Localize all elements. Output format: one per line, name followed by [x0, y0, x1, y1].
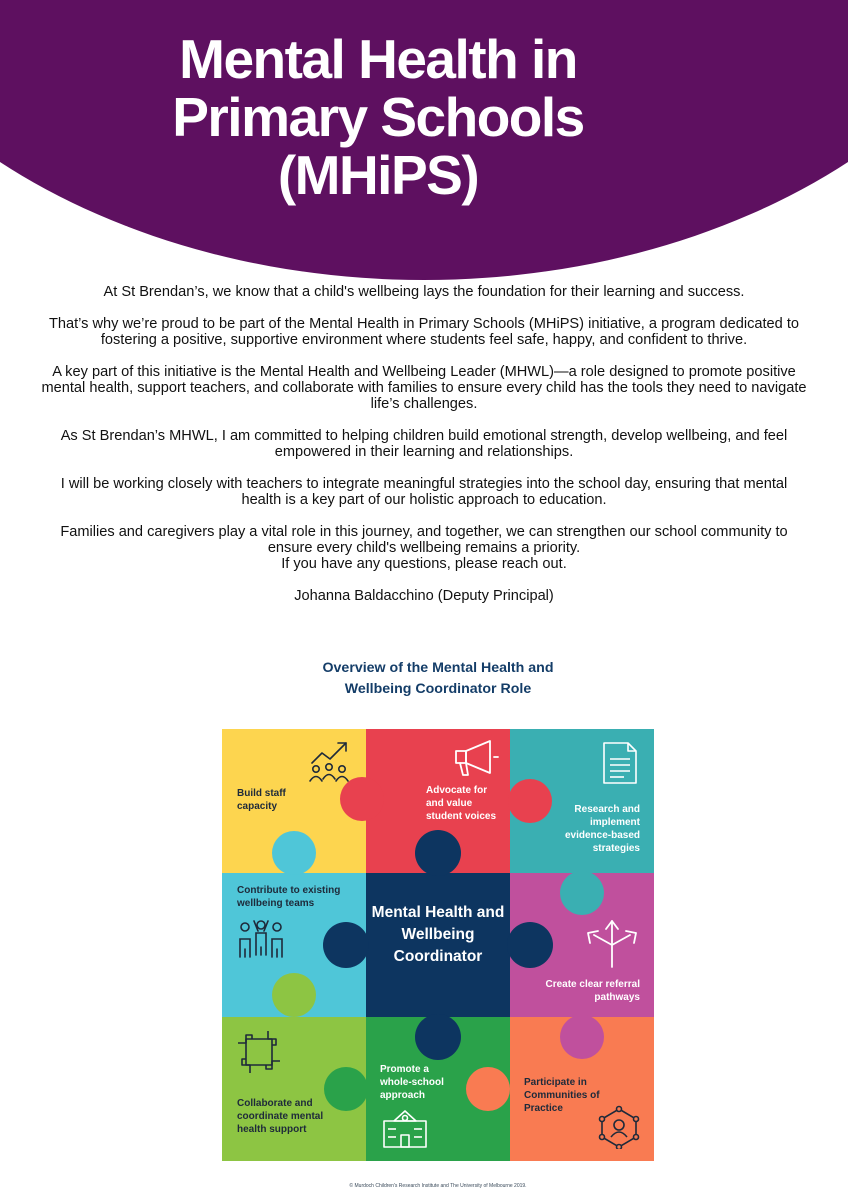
joined-hands-icon [236, 1029, 282, 1075]
role-puzzle [222, 729, 654, 1161]
paragraph-7: If you have any questions, please reach out. [281, 556, 567, 572]
paragraph-6: Families and caregivers play a vital role in this journey, and together, we can strengthen our school community to ensure every child's wellbeing remains a priority. [60, 524, 788, 556]
label-research: Research and implement evidence-based strategies [564, 804, 640, 854]
label-promote: Promote a whole-school approach [380, 1064, 444, 1101]
growth-team-icon [306, 739, 352, 785]
label-collaborate: Collaborate and coordinate mental health support [237, 1098, 324, 1135]
label-participate: Participate in Communities of Practice [524, 1077, 600, 1114]
signature: Johanna Baldacchino (Deputy Principal) [294, 588, 554, 604]
page-title-line-3: (MHiPS) [277, 144, 479, 206]
knob-teal-bottom [560, 871, 604, 915]
knob-red-right [508, 779, 552, 823]
people-group-icon [236, 919, 286, 959]
knob-cyan-top [272, 831, 316, 875]
network-icon [598, 1105, 640, 1149]
paragraph-5: I will be working closely with teachers to integrate meaningful strategies into the school day, ensuring that mental health is a key part of our holistic approach to education. [60, 476, 788, 508]
intro-letter [40, 284, 808, 620]
label-center: Mental Health and Wellbeing Coordinator [371, 904, 505, 965]
page-title-line-1: Mental Health in [179, 28, 577, 90]
label-referral: Create clear referral pathways [545, 979, 640, 1003]
page-title [0, 30, 756, 204]
knob-magenta-bottom [560, 1015, 604, 1059]
knob-orange-left [466, 1067, 510, 1111]
paragraph-1: At St Brendan’s, we know that a child's wellbeing lays the foundation for their learning and success. [103, 284, 745, 300]
document-icon [600, 739, 640, 787]
knob-center-top [415, 830, 461, 876]
figure-title-line-2: Wellbeing Coordinator Role [344, 681, 532, 697]
directions-arrows-icon [584, 919, 640, 969]
knob-lightgreen-top [272, 973, 316, 1017]
page-title-line-2: Primary Schools [172, 86, 584, 148]
paragraph-4: As St Brendan’s MHWL, I am committed to helping children build emotional strength, develop wellbeing, and feel empowered in their learning and relationships. [60, 428, 788, 460]
figure-title-line-1: Overview of the Mental Health and [322, 660, 554, 676]
label-build-staff: Build staff capacity [237, 788, 286, 812]
label-advocate: Advocate for and value student voices [426, 785, 497, 822]
label-contribute: Contribute to existing wellbeing teams [237, 885, 341, 909]
megaphone-icon [452, 737, 500, 779]
knob-center-bottom [415, 1014, 461, 1060]
copyright-note: © Murdoch Children's Research Institute and The University of Melbourne 2019. [349, 1183, 527, 1189]
paragraph-2: That’s why we’re proud to be part of the Mental Health in Primary Schools (MHiPS) initiative, a program dedicated to fostering a positive, supportive environment where students feel safe, happy, and confident to thrive. [48, 316, 800, 348]
paragraph-3: A key part of this initiative is the Mental Health and Wellbeing Leader (MHWL)—a role designed to promote positive mental health, support teachers, and collaborate with families to ensure every child has the tools they need to navigate life’s challenges. [41, 364, 807, 412]
school-building-icon [382, 1107, 428, 1149]
figure-title [0, 658, 848, 700]
knob-green-left [324, 1067, 368, 1111]
